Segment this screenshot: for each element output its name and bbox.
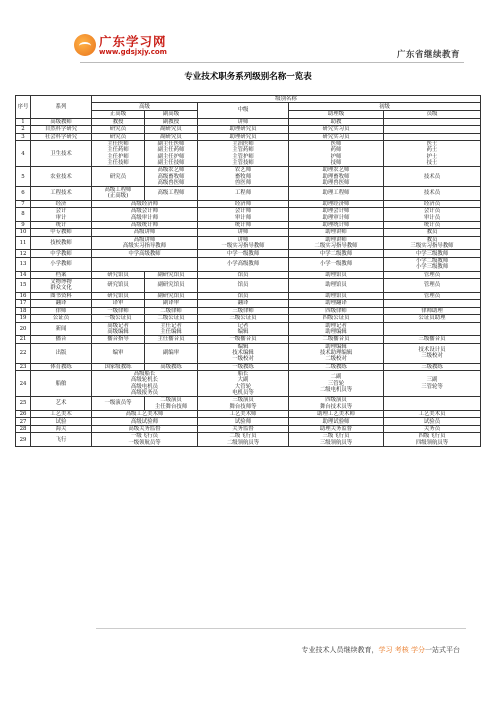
- full-senior-title: 研究馆员: [92, 292, 145, 300]
- table-row: [16, 300, 481, 308]
- table-row: [16, 322, 481, 336]
- table-row: [16, 208, 481, 222]
- row-number: 8: [16, 208, 31, 222]
- series-name: 船舶: [31, 371, 92, 397]
- middle-title: 助理研究员: [198, 126, 289, 134]
- middle-title: 船长 大副 大管轮 电机员等: [198, 371, 289, 397]
- assistant-title: 助理经济师: [289, 200, 384, 208]
- table-row: [16, 315, 481, 323]
- member-title: 会计员 审计员: [384, 208, 481, 222]
- assistant-title: 研究实习员: [289, 126, 384, 134]
- member-title: 教员 三级实习指导教师: [384, 236, 481, 250]
- member-title: 管理员: [384, 279, 481, 293]
- middle-title: 记者 编辑: [198, 322, 289, 336]
- series-name: 翻译: [31, 300, 92, 308]
- series-name: 体育教练: [31, 363, 92, 371]
- member-title: 教员: [384, 229, 481, 237]
- full-senior-title: 一级律师: [92, 307, 145, 315]
- middle-title: 馆员: [198, 271, 289, 279]
- assistant-title: 助理会计师 助理审计师: [289, 208, 384, 222]
- senior-title: 中学高级教师: [92, 250, 198, 258]
- assistant-title: 助理统计师: [289, 221, 384, 229]
- middle-title: 小学高级教师: [198, 257, 289, 271]
- middle-title: 三级律师: [198, 307, 289, 315]
- row-number: 16: [16, 292, 31, 300]
- full-senior-title: 研究馆员: [92, 279, 145, 293]
- assistant-title: 助理讲师 二级实习指导教师: [289, 236, 384, 250]
- footer-text: 专业技术人员继续教育，: [301, 646, 379, 654]
- deputy-senior-title: 二级律师: [145, 307, 198, 315]
- footer-word-study: 学习: [378, 646, 393, 654]
- member-title: 技术设计员 三级校对: [384, 343, 481, 363]
- middle-title: 关务监督: [198, 425, 289, 433]
- assistant-title: 助理关务监督: [289, 425, 384, 433]
- middle-title: 二级飞行员 二级领航员等: [198, 433, 289, 447]
- senior-title: 高级统计师: [92, 221, 198, 229]
- assistant-title: 三级飞行员 三级领航员等: [289, 433, 384, 447]
- row-number: 28: [16, 425, 31, 433]
- table-row: [16, 221, 481, 229]
- row-number: 26: [16, 410, 31, 418]
- table-row: [16, 307, 481, 315]
- header-level: 级别名称: [92, 96, 481, 103]
- member-title: [384, 397, 481, 411]
- assistant-title: 四级律师: [289, 307, 384, 315]
- deputy-senior-title: 高级工程师: [145, 187, 198, 201]
- row-number: 10: [16, 229, 31, 237]
- member-title: [384, 126, 481, 134]
- row-number: 3: [16, 133, 31, 141]
- assistant-title: 四级公证员: [289, 315, 384, 323]
- table-row: [16, 167, 481, 187]
- middle-title: 讲师 一级实习指导教师: [198, 236, 289, 250]
- full-senior-title: 主任医师 主任药师 主任护师 主任技师: [92, 141, 145, 167]
- assistant-title: 助理馆员: [289, 292, 384, 300]
- middle-title: 统计师: [198, 221, 289, 229]
- series-name: 海关: [31, 425, 92, 433]
- assistant-title: 助理讲师: [289, 229, 384, 237]
- assistant-title: 助理翻译: [289, 300, 384, 308]
- series-name: 会计 审计: [31, 208, 92, 222]
- row-number: 11: [16, 236, 31, 250]
- row-number: 6: [16, 187, 31, 201]
- middle-title: 一级教练: [198, 363, 289, 371]
- series-name: 新闻: [31, 322, 92, 336]
- deputy-senior-title: 副编审: [145, 343, 198, 363]
- middle-title: 工艺美术师: [198, 410, 289, 418]
- table-row: [16, 425, 481, 433]
- header-series: 系列: [31, 96, 92, 119]
- assistant-title: 助理记者 助理编辑: [289, 322, 384, 336]
- member-title: 公证员助理: [384, 315, 481, 323]
- member-title: 三级播音员: [384, 336, 481, 344]
- footer-slogan: [302, 645, 460, 655]
- footer-word-exam: 考核: [394, 646, 409, 654]
- header-deputy-senior: 副高级: [145, 111, 198, 118]
- senior-title: 高级会计师 高级审计师: [92, 208, 198, 222]
- table-row: [16, 371, 481, 397]
- assistant-title: 二级教练: [289, 363, 384, 371]
- middle-title: 三级公证员: [198, 315, 289, 323]
- full-senior-title: 编审: [92, 343, 145, 363]
- full-senior-title: 教授: [92, 118, 145, 126]
- assistant-title: 助理馆员: [289, 271, 384, 279]
- deputy-senior-title: 主任播音员: [145, 336, 198, 344]
- senior-title: 高级讲师 高级实习指导教师: [92, 236, 198, 250]
- table-row: [16, 236, 481, 250]
- table-row: [16, 257, 481, 271]
- member-title: [384, 133, 481, 141]
- header-divider: [80, 62, 464, 63]
- site-logo: [74, 34, 206, 60]
- row-number: 13: [16, 257, 31, 271]
- member-title: [384, 300, 481, 308]
- row-number: 9: [16, 221, 31, 229]
- member-title: 试验员: [384, 418, 481, 426]
- series-name: 图书资料: [31, 292, 92, 300]
- series-name: 农业技术: [31, 167, 92, 187]
- full-senior-title: 研究员: [92, 126, 145, 134]
- assistant-title: 助理工艺美术师: [289, 410, 384, 418]
- middle-title: 试验师: [198, 418, 289, 426]
- table-row: [16, 410, 481, 418]
- deputy-senior-title: 高级农艺师 高级畜牧师 高级兽医师: [145, 167, 198, 187]
- assistant-title: 助理农艺师 助理畜牧师 助理兽医师: [289, 167, 384, 187]
- table-row: [16, 418, 481, 426]
- series-name: 社会科学研究: [31, 133, 92, 141]
- table-row: [16, 433, 481, 447]
- deputy-senior-title: 二级演员 主任舞台技师: [145, 397, 198, 411]
- series-name: 中专教师: [31, 229, 92, 237]
- middle-title: 三级演员 舞台技师等: [198, 397, 289, 411]
- row-number: 15: [16, 279, 31, 293]
- senior-title: 高级经济师: [92, 200, 198, 208]
- row-number: 23: [16, 363, 31, 371]
- row-number: 5: [16, 167, 31, 187]
- series-name: 经济: [31, 200, 92, 208]
- footer-tail: 一站式平台: [425, 646, 460, 654]
- header-assistant: 助理级: [289, 111, 384, 118]
- series-name: 中学教师: [31, 250, 92, 258]
- header-seq: 序号: [16, 96, 31, 119]
- middle-title: 讲师: [198, 118, 289, 126]
- full-senior-title: 高级工程师 (正高级): [92, 187, 145, 201]
- header-middle: 中级: [198, 103, 289, 118]
- series-name: 技校教师: [31, 236, 92, 250]
- table-row: [16, 141, 481, 167]
- full-senior-title: 高级记者 高级编辑: [92, 322, 145, 336]
- member-title: 医士 药士 护士 技士: [384, 141, 481, 167]
- full-senior-title: 国家级教练: [92, 363, 145, 371]
- header-full-senior: 正高级: [92, 111, 145, 118]
- deputy-senior-title: 副研究员: [145, 133, 198, 141]
- table-row: [16, 279, 481, 293]
- series-name: 统计: [31, 221, 92, 229]
- deputy-senior-title: 二级公证员: [145, 315, 198, 323]
- header-junior: 初级: [289, 103, 481, 111]
- member-title: 工艺美术员: [384, 410, 481, 418]
- row-number: 17: [16, 300, 31, 308]
- row-number: 7: [16, 200, 31, 208]
- series-name: 试验: [31, 418, 92, 426]
- assistant-title: 助理试验师: [289, 418, 384, 426]
- deputy-senior-title: 高级教练: [145, 363, 198, 371]
- middle-title: 编辑 技术编辑 一级校对: [198, 343, 289, 363]
- middle-title: 工程师: [198, 187, 289, 201]
- full-senior-title: 译审: [92, 300, 145, 308]
- assistant-title: 中学二级教师: [289, 250, 384, 258]
- table-row: [16, 126, 481, 134]
- row-number: 4: [16, 141, 31, 167]
- member-title: 管理员: [384, 292, 481, 300]
- logo-emblem-icon: [74, 34, 96, 56]
- footer-divider: [96, 628, 466, 629]
- title-levels-table: [15, 95, 481, 447]
- member-title: 关务员: [384, 425, 481, 433]
- row-number: 25: [16, 397, 31, 411]
- member-title: 技术员: [384, 167, 481, 187]
- senior-title: 高级讲师: [92, 229, 198, 237]
- member-title: [384, 118, 481, 126]
- assistant-title: 研究实习员: [289, 133, 384, 141]
- middle-title: 馆员: [198, 292, 289, 300]
- series-name: 自然科学研究: [31, 126, 92, 134]
- member-title: 三级教练: [384, 363, 481, 371]
- member-title: 经济员: [384, 200, 481, 208]
- member-title: 四级飞行员 四级领航员等: [384, 433, 481, 447]
- table-row: [16, 343, 481, 363]
- table-row: [16, 187, 481, 201]
- senior-title: 高级试验师: [92, 418, 198, 426]
- middle-title: 讲师: [198, 229, 289, 237]
- assistant-title: 二级播音员: [289, 336, 384, 344]
- senior-title: 高级船长 高级轮机长 高级电机员 高级报务员: [92, 371, 198, 397]
- assistant-title: 二副 三管轮 二级电机员等: [289, 371, 384, 397]
- row-number: 29: [16, 433, 31, 447]
- full-senior-title: 一级公证员: [92, 315, 145, 323]
- middle-title: 会计师 审计师: [198, 208, 289, 222]
- table-row: [16, 363, 481, 371]
- deputy-senior-title: 副研究馆员: [145, 292, 198, 300]
- series-name: 工程技术: [31, 187, 92, 201]
- document-title: 专业技术职务系列级别名称一览表: [184, 72, 312, 82]
- full-senior-title: 研究员: [92, 167, 145, 187]
- member-title: 中学三级教师: [384, 250, 481, 258]
- series-name: 卫生技术: [31, 141, 92, 167]
- series-name: 档案: [31, 271, 92, 279]
- assistant-title: 助理工程师: [289, 187, 384, 201]
- series-name: 小学教师: [31, 257, 92, 271]
- member-title: [384, 322, 481, 336]
- series-name: 艺术: [31, 397, 92, 411]
- table-row: [16, 397, 481, 411]
- member-title: 统计员: [384, 221, 481, 229]
- member-title: 小学二级教师 小学三级教师: [384, 257, 481, 271]
- senior-title: [92, 257, 198, 271]
- assistant-title: 助教: [289, 118, 384, 126]
- table-row: [16, 229, 481, 237]
- assistant-title: 小学一级教师: [289, 257, 384, 271]
- deputy-senior-title: 副译审: [145, 300, 198, 308]
- full-senior-title: 一级演员等: [92, 397, 145, 411]
- table-row: [16, 118, 481, 126]
- row-number: 14: [16, 271, 31, 279]
- senior-title: 一级飞行员 一级领航员等: [92, 433, 198, 447]
- row-number: 22: [16, 343, 31, 363]
- table-row: [16, 250, 481, 258]
- middle-title: 翻译: [198, 300, 289, 308]
- series-name: 文物博物 群众文化: [31, 279, 92, 293]
- row-number: 21: [16, 336, 31, 344]
- series-name: 律师: [31, 307, 92, 315]
- row-number: 18: [16, 307, 31, 315]
- deputy-senior-title: 副主任医师 副主任药师 副主任护师 副主任技师: [145, 141, 198, 167]
- row-number: 19: [16, 315, 31, 323]
- site-name: 广东学习网: [99, 34, 167, 49]
- footer-word-credit: 学分: [411, 646, 425, 654]
- assistant-title: 助理编辑 技术助理编辑 二级校对: [289, 343, 384, 363]
- series-name: 飞行: [31, 433, 92, 447]
- assistant-title: 助理馆员: [289, 279, 384, 293]
- member-title: 律师助理: [384, 307, 481, 315]
- assistant-title: 四级演员 舞台技术员等: [289, 397, 384, 411]
- series-name: 出版: [31, 343, 92, 363]
- full-senior-title: 研究馆员: [92, 271, 145, 279]
- middle-title: 主治医师 主管药师 主管护师 主管技师: [198, 141, 289, 167]
- assistant-title: 医师 药师 护师 技师: [289, 141, 384, 167]
- middle-title: 助理研究员: [198, 133, 289, 141]
- deputy-senior-title: 副研究馆员: [145, 271, 198, 279]
- row-number: 1: [16, 118, 31, 126]
- middle-title: 一级播音员: [198, 336, 289, 344]
- brand-name: 广东省继续教育: [396, 50, 460, 60]
- site-url: www.gdsjxjy.com: [99, 48, 167, 56]
- deputy-senior-title: 副研究馆员: [145, 279, 198, 293]
- middle-title: 农艺师 畜牧师 兽医师: [198, 167, 289, 187]
- page-header: [0, 0, 496, 66]
- series-name: 高级教师: [31, 118, 92, 126]
- header-senior: 高级: [92, 103, 198, 111]
- series-name: 工艺美术: [31, 410, 92, 418]
- deputy-senior-title: 主任记者 主任编辑: [145, 322, 198, 336]
- senior-title: 高级工艺美术师: [92, 410, 198, 418]
- series-name: 公证员: [31, 315, 92, 323]
- member-title: 管理员: [384, 271, 481, 279]
- header-member: 员级: [384, 111, 481, 118]
- table-row: [16, 200, 481, 208]
- row-number: 12: [16, 250, 31, 258]
- middle-title: 经济师: [198, 200, 289, 208]
- full-senior-title: 播音指导: [92, 336, 145, 344]
- row-number: 27: [16, 418, 31, 426]
- row-number: 2: [16, 126, 31, 134]
- middle-title: 馆员: [198, 279, 289, 293]
- member-title: 技术员: [384, 187, 481, 201]
- table-row: [16, 271, 481, 279]
- deputy-senior-title: 副研究员: [145, 126, 198, 134]
- middle-title: 中学一级教师: [198, 250, 289, 258]
- full-senior-title: 研究员: [92, 133, 145, 141]
- member-title: 三副 三管轮等: [384, 371, 481, 397]
- table-row: [16, 336, 481, 344]
- deputy-senior-title: 副教授: [145, 118, 198, 126]
- senior-title: 高级关务监督: [92, 425, 198, 433]
- row-number: 20: [16, 322, 31, 336]
- row-number: 24: [16, 371, 31, 397]
- table-row: [16, 133, 481, 141]
- series-name: 播音: [31, 336, 92, 344]
- table-row: [16, 292, 481, 300]
